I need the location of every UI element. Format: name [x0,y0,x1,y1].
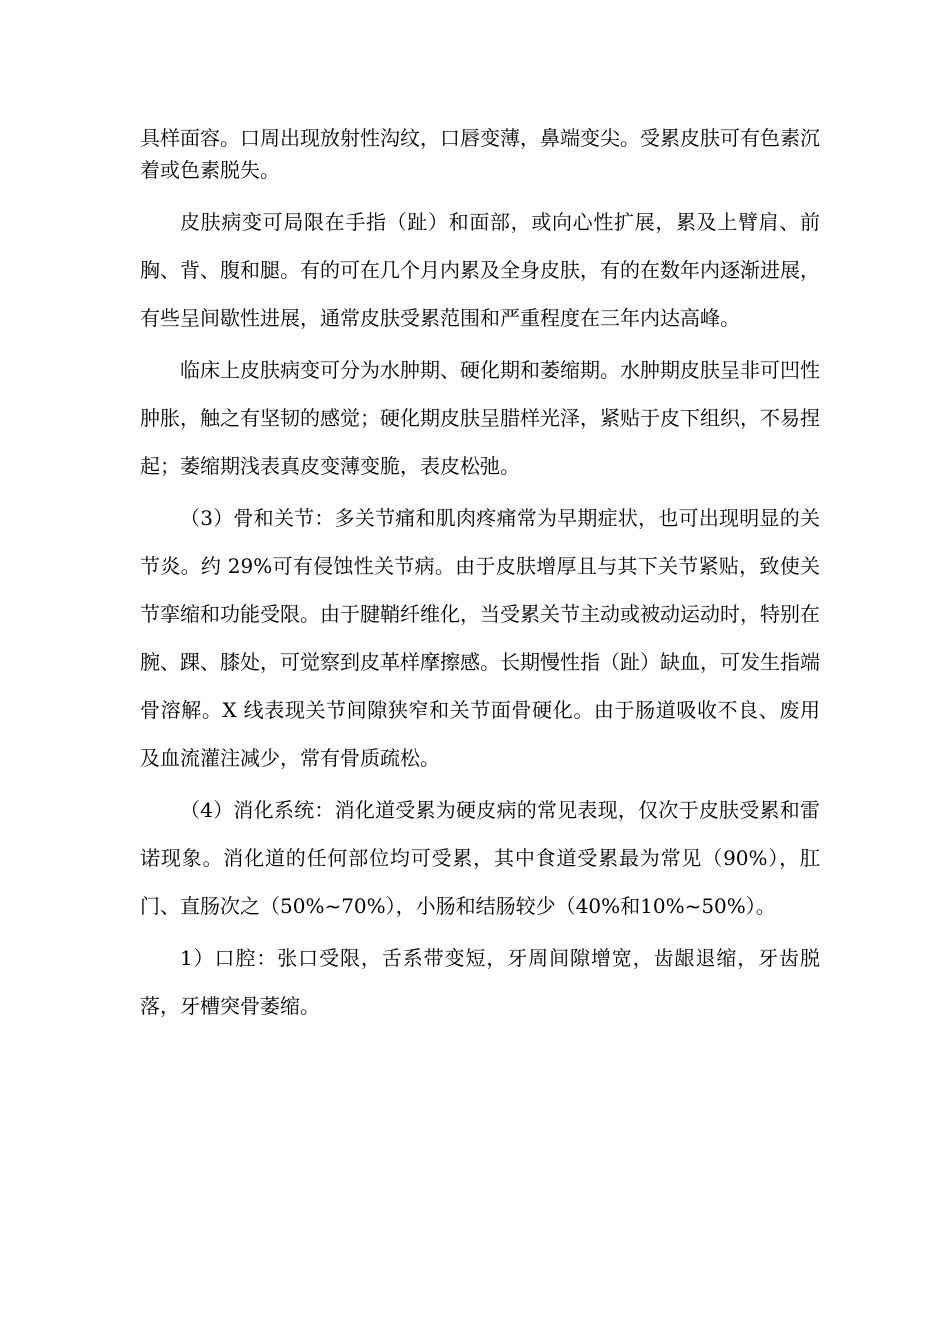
paragraph-oral-cavity: 1）口腔：张口受限，舌系带变短，牙周间隙增宽，齿龈退缩，牙齿脱落，牙槽突骨萎缩。 [140,946,820,1018]
paragraph-skin-lesion-stages: 临床上皮肤病变可分为水肿期、硬化期和萎缩期。水肿期皮肤呈非可凹性肿胀，触之有坚韧的感觉；硬化期皮肤呈腊样光泽，紧贴于皮下组织，不易捏起；萎缩期浅表真皮变薄变脆，表皮松弛。 [140,358,820,478]
paragraph-bones-and-joints: （3）骨和关节：多关节痛和肌肉疼痛常为早期症状，也可出现明显的关节炎。约 29%可有侵蚀性关节病。由于皮肤增厚且与其下关节紧贴，致使关节挛缩和功能受限。由于腱鞘纤维化，当受累关节主动或被动运动时，特别在腕、踝、膝处，可觉察到皮革样摩擦感。长期慢性指（趾）缺血，可发生指端骨溶解。X 线表现关节间隙狭窄和关节面骨硬化。由于肠道吸收不良、废用及血流灌注减少，常有骨质疏松。 [140,506,820,770]
document-body [140,122,820,1034]
paragraph-skin-lesion-extent: 皮肤病变可局限在手指（趾）和面部，或向心性扩展，累及上臂肩、前胸、背、腹和腿。有的可在几个月内累及全身皮肤，有的在数年内逐渐进展，有些呈间歇性进展，通常皮肤受累范围和严重程度在三年内达高峰。 [140,210,820,330]
paragraph-facial-skin: 具样面容。口周出现放射性沟纹，口唇变薄，鼻端变尖。受累皮肤可有色素沉着或色素脱失。 [140,126,820,182]
paragraph-digestive-system: （4）消化系统：消化道受累为硬皮病的常见表现，仅次于皮肤受累和雷诺现象。消化道的任何部位均可受累，其中食道受累最为常见（90%），肛门、直肠次之（50%~70%），小肠和结肠较少（40%和10%~50%）。 [140,798,820,918]
